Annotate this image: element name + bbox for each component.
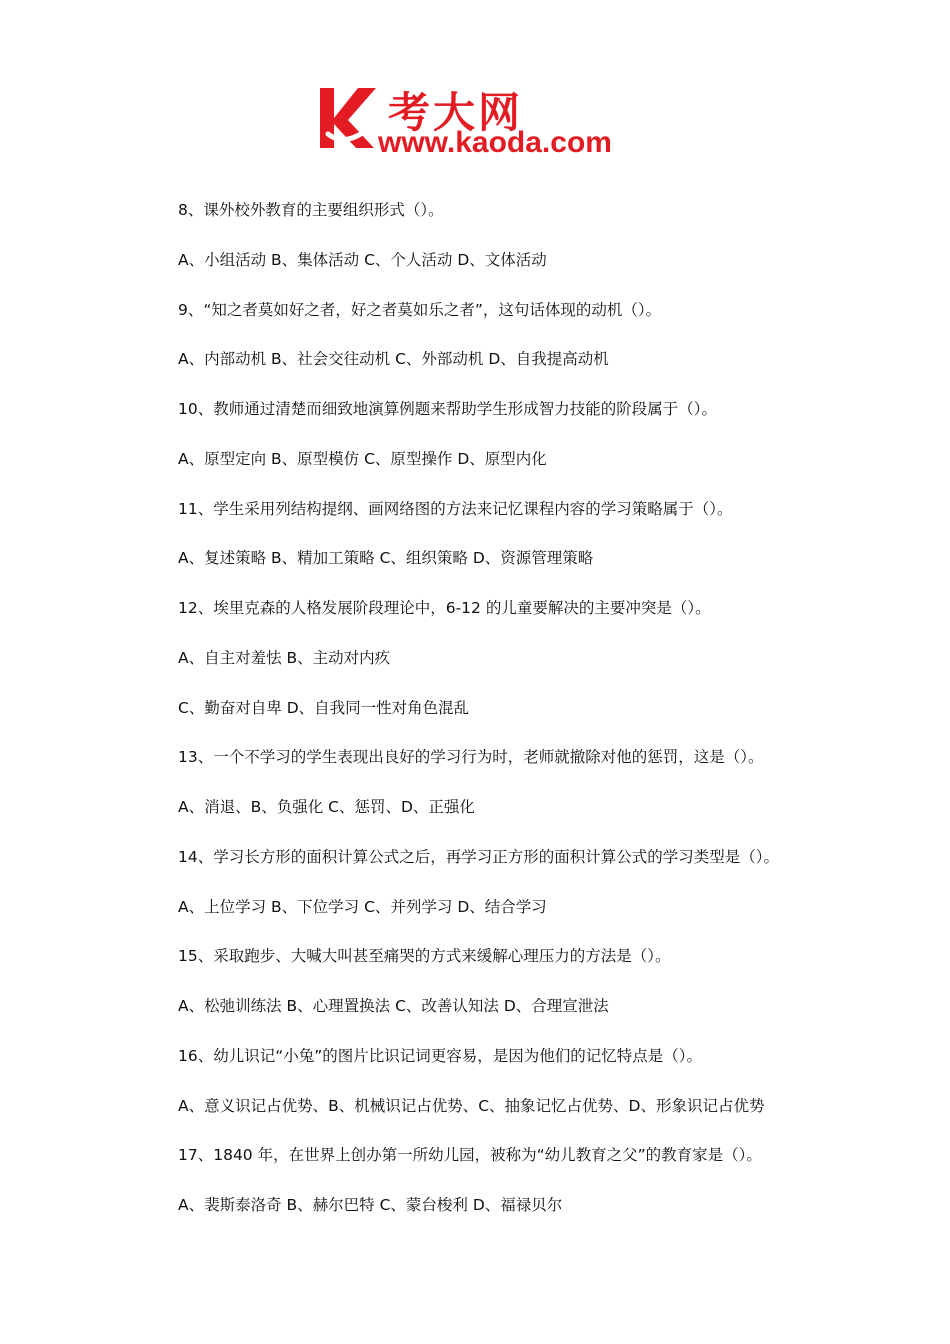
question-14: 14、学习长方形的面积计算公式之后，再学习正方形的面积计算公式的学习类型是（）。 xyxy=(178,847,779,866)
options-17: A、裴斯泰洛奇 B、赫尔巴特 C、蒙台梭利 D、福禄贝尔 xyxy=(178,1196,563,1214)
options-9: A、内部动机 B、社会交往动机 C、外部动机 D、自我提高动机 xyxy=(178,350,609,369)
options-15: A、松弛训练法 B、心理置换法 C、改善认知法 D、合理宣泄法 xyxy=(178,997,609,1015)
question-11: 11、学生采用列结构提纲、画网络图的方法来记忆课程内容的学习策略属于（）。 xyxy=(178,499,733,518)
options-12-ab: A、自主对羞怯 B、主动对内疚 xyxy=(178,648,391,667)
question-9: 9、“知之者莫如好之者，好之者莫如乐之者”，这句话体现的动机（）。 xyxy=(178,300,662,319)
question-16: 16、幼儿识记“小兔”的图片比识记词更容易，是因为他们的记忆特点是（）。 xyxy=(178,1046,703,1065)
options-8: A、小组活动 B、集体活动 C、个人活动 D、文体活动 xyxy=(178,250,547,269)
question-8: 8、课外校外教育的主要组织形式（）。 xyxy=(178,201,444,219)
options-11: A、复述策略 B、精加工策略 C、组织策略 D、资源管理策略 xyxy=(178,549,594,568)
options-16: A、意义识记占优势、B、机械识记占优势、C、抽象记忆占优势、D、形象识记占优势 xyxy=(178,1096,765,1115)
options-10: A、原型定向 B、原型模仿 C、原型操作 D、原型内化 xyxy=(178,449,547,468)
question-15: 15、采取跑步、大喊大叫甚至痛哭的方式来缓解心理压力的方法是（）。 xyxy=(178,947,671,966)
options-14: A、上位学习 B、下位学习 C、并列学习 D、结合学习 xyxy=(178,897,547,916)
question-10: 10、教师通过清楚而细致地演算例题来帮助学生形成智力技能的阶段属于（）。 xyxy=(178,400,717,418)
k-mark-icon xyxy=(318,84,380,150)
options-13: A、消退、B、负强化 C、惩罚、D、正强化 xyxy=(178,798,475,816)
logo-chinese-name: 考大网 xyxy=(388,88,524,137)
question-12: 12、埃里克森的人格发展阶段理论中，6-12 的儿童要解决的主要冲突是（）。 xyxy=(178,599,711,617)
question-list xyxy=(178,197,868,1242)
options-12-cd: C、勤奋对自卑 D、自我同一性对角色混乱 xyxy=(178,698,470,717)
question-13: 13、一个不学习的学生表现出良好的学习行为时，老师就撤除对他的惩罚，这是（）。 xyxy=(178,748,764,767)
logo-url: www.kaoda.com xyxy=(378,126,612,159)
question-17: 17、1840 年，在世界上创办第一所幼儿园，被称为“幼儿教育之父”的教育家是（）。 xyxy=(178,1146,762,1165)
kaoda-logo xyxy=(318,82,648,162)
